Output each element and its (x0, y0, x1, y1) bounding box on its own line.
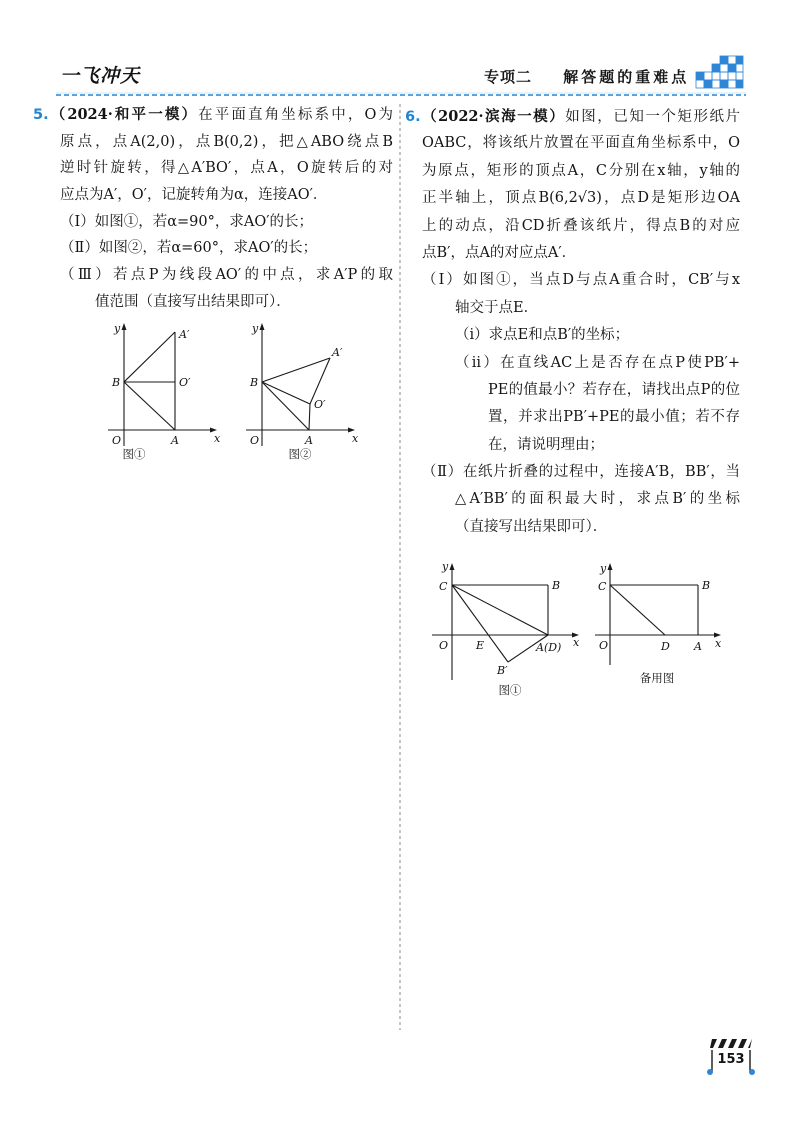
label-o: O (439, 639, 449, 652)
y-axis-arrow-icon (260, 323, 265, 330)
label-b: B (250, 376, 259, 389)
problem-6-line-3: 为原点，矩形的顶点A，C分别在x轴，y轴的 (422, 162, 740, 179)
problem-5-figure-2 (240, 318, 365, 468)
problem-6-line-2: OABC，将该纸片放置在平面直角坐标系中，O (422, 135, 740, 152)
y-axis-arrow-icon (450, 563, 455, 570)
problem-5-line-2: 原点，点A(2,0)，点B(0,2)，把△ABO绕点B (60, 133, 393, 150)
label-y: y (114, 322, 121, 335)
header-rule (56, 90, 748, 98)
problem-5-part-2: （Ⅱ）如图②，若α=60°，求AO′的长； (60, 240, 318, 257)
problem-6-subpart-ii-cont-2: 置，并求出PB′+PE的最小值；若不存 (488, 409, 740, 426)
problem-source: （2022·滨海一模） (420, 108, 566, 125)
problem-6-line-1 (405, 103, 740, 130)
label-y: y (442, 560, 449, 573)
label-y: y (600, 562, 607, 575)
problem-6-line-4: 正半轴上，顶点B(6,2√3)，点D是矩形边OA (422, 190, 740, 207)
label-a1: A′ (179, 328, 190, 341)
problem-6-figure-1 (425, 558, 587, 703)
label-b1: B′ (497, 664, 508, 677)
problem-6-subpart-ii: （ⅱ）在直线AC上是否存在点P使PB′+ (455, 354, 740, 371)
problem-text: 如图，已知一个矩形纸片 (565, 109, 741, 125)
label-c: C (598, 580, 607, 593)
problem-6-subpart-ii-cont-1: PE的值最小？若存在，请找出点P的位 (488, 381, 740, 398)
checker-decoration-icon (692, 54, 744, 94)
y-axis-arrow-icon (608, 563, 613, 570)
label-x: x (715, 637, 722, 650)
label-a: A (694, 640, 702, 653)
page-number: 153 (717, 1052, 745, 1067)
label-x: x (214, 432, 221, 445)
figure-caption: 图② (288, 447, 312, 461)
label-a1: A′ (332, 346, 343, 359)
problem-6-line-6: 点B′，点A的对应点A′． (422, 244, 577, 261)
problem-6-part-2: （Ⅱ）在纸片折叠的过程中，连接A′B，BB′，当 (422, 464, 740, 481)
figure-caption: 图① (498, 683, 522, 697)
figure-caption: 图① (122, 447, 146, 461)
segment-c-a (452, 585, 548, 635)
segment-c-d (610, 585, 665, 635)
label-o: O (250, 434, 260, 447)
problem-6-subpart-i: （ⅰ）求点E和点B′的坐标； (455, 327, 630, 344)
y-axis-arrow-icon (122, 323, 127, 330)
figure-caption: 备用图 (639, 671, 675, 685)
segment-b-a1 (124, 332, 175, 382)
problem-5-line-3: 逆时针旋转，得△A′BO′，点A，O旋转后的对 (60, 160, 393, 177)
segment-b-o1 (262, 382, 310, 404)
problem-6-part-1: （Ⅰ）如图①，当点D与点A重合时，CB′与x (422, 272, 740, 289)
problem-5-line-1 (33, 102, 393, 129)
label-e: E (476, 639, 485, 652)
label-o1: O′ (314, 398, 326, 411)
problem-5-part-3-cont: 值范围（直接写出结果即可）． (95, 293, 291, 310)
label-x: x (352, 432, 359, 445)
label-a: A (305, 434, 313, 447)
label-a-d: A(D) (536, 641, 562, 654)
problem-6-subpart-ii-cont-3: 在，请说明理由； (488, 436, 604, 453)
problem-5-part-3: （Ⅲ）若点P为线段AO′的中点，求A′P的取 (60, 267, 393, 284)
problem-6-spare-figure (595, 558, 730, 688)
label-b: B (702, 579, 711, 592)
segment-b-a1 (262, 358, 330, 382)
problem-5-line-4: 应点为A′，O′，记旋转角为α，连接AO′． (60, 187, 328, 204)
column-divider (398, 104, 402, 1030)
label-d: D (661, 640, 670, 653)
problem-6-part-2-cont-1: △A′BB′的面积最大时，求点B′的坐标 (455, 491, 740, 508)
problem-6-line-5: 上的动点，沿CD折叠该纸片，得点B的对应 (422, 217, 740, 234)
problem-6-part-1-cont: 轴交于点E． (455, 299, 539, 316)
label-a: A (171, 434, 179, 447)
section-title: 解答题的重难点 (563, 68, 690, 86)
label-o: O (599, 639, 609, 652)
problem-6 (405, 103, 740, 541)
segment-o1-a (309, 404, 310, 430)
label-b: B (552, 579, 561, 592)
problem-number: 5. (33, 107, 49, 123)
section-label: 专项二 (484, 68, 533, 86)
problem-5 (33, 102, 393, 316)
label-x: x (573, 636, 580, 649)
section-heading (484, 66, 689, 87)
problem-5-figure-1 (100, 318, 225, 468)
segment-b-a (124, 382, 175, 430)
problem-5-part-1: （Ⅰ）如图①，若α=90°，求AO′的长； (60, 213, 314, 230)
label-o1: O′ (179, 376, 191, 389)
series-logo: 一飞冲天 (60, 65, 141, 87)
segment-b-a (262, 382, 309, 430)
problem-text: 在平面直角坐标系中，O为 (198, 107, 393, 123)
problem-number: 6. (405, 109, 421, 125)
problem-source: （2024·和平一模） (48, 106, 199, 123)
label-b: B (112, 376, 121, 389)
label-c: C (439, 580, 448, 593)
label-y: y (252, 322, 259, 335)
problem-6-part-2-cont-2: （直接写出结果即可）． (455, 518, 608, 535)
label-o: O (112, 434, 122, 447)
